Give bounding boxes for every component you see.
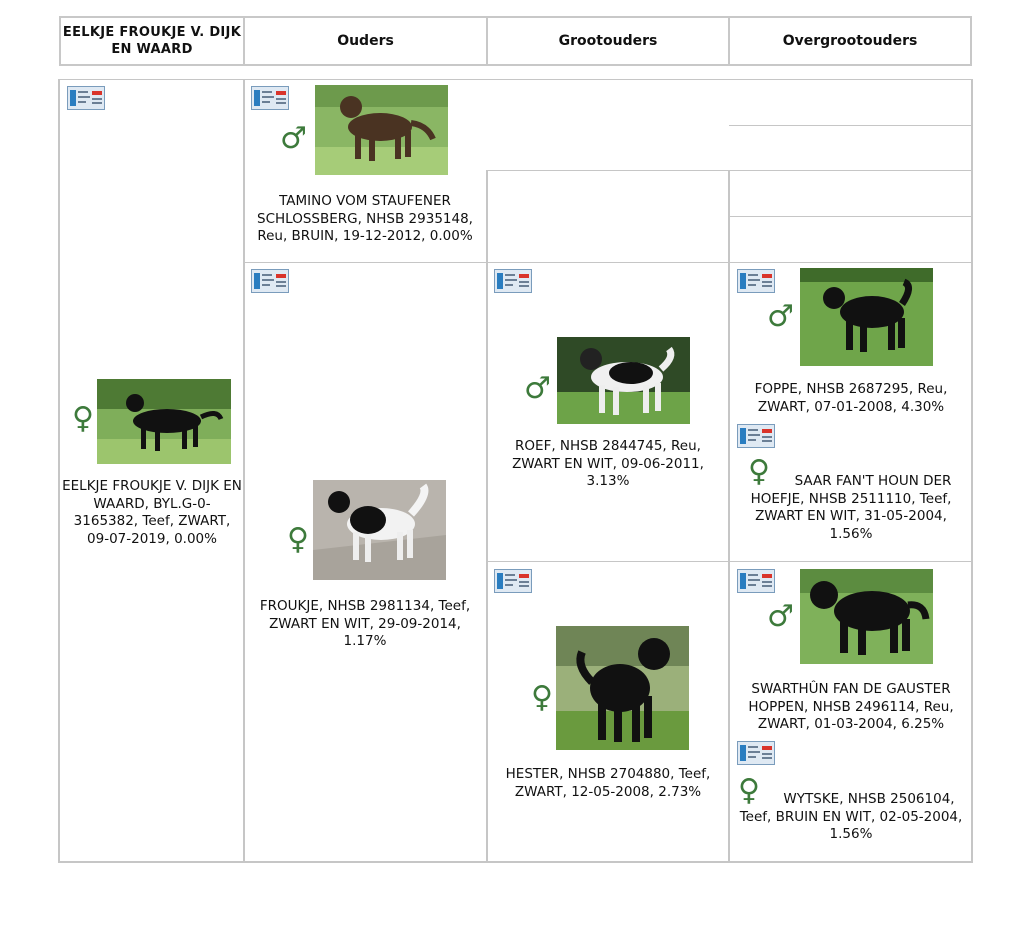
pedigree-card-icon[interactable] [67, 86, 105, 110]
grid-line [486, 170, 973, 171]
dog-info-foppe[interactable]: FOPPE, NHSB 2687295, Reu, ZWART, 07-01-2008, 4.30% [754, 381, 948, 415]
pedigree-card-icon[interactable] [737, 569, 775, 593]
grid-line [728, 170, 730, 863]
header-greatgrandparents [728, 16, 972, 66]
dog-info-swarthun[interactable]: SWARTHÛN FAN DE GAUSTER HOPPEN, NHSB 2496114, Reu, ZWART, 01-03-2004, 6.25% [748, 681, 954, 732]
pedigree-card-icon[interactable] [494, 269, 532, 293]
pedigree-card-icon[interactable] [737, 269, 775, 293]
grid-line [729, 125, 972, 126]
grid-line [243, 79, 245, 863]
female-symbol-icon: ♀ [531, 680, 553, 715]
male-symbol-icon: ♂ [524, 371, 551, 406]
male-symbol-icon: ♂ [767, 599, 794, 634]
female-symbol-icon: ♀ [287, 522, 309, 557]
male-symbol-icon: ♂ [280, 121, 307, 156]
grid-line [243, 262, 973, 263]
grid-line [58, 79, 973, 80]
dog-photo[interactable] [557, 337, 690, 424]
male-symbol-icon: ♂ [767, 299, 794, 334]
pedigree-card-icon[interactable] [737, 424, 775, 448]
header-subject-label: EELKJE FROUKJE V. DIJK EN WAARD [62, 25, 242, 57]
dog-photo[interactable] [315, 85, 448, 175]
dog-info-father[interactable]: TAMINO VOM STAUFENER SCHLOSSBERG, NHSB 2935148, Reu, BRUIN, 19-12-2012, 0.00% [257, 193, 473, 244]
grid-line [486, 561, 973, 562]
female-symbol-icon: ♀ [748, 454, 770, 489]
grid-line [971, 79, 973, 863]
grid-line [58, 79, 60, 863]
female-symbol-icon: ♀ [738, 773, 760, 808]
dog-info-wytske[interactable]: WYTSKE, NHSB 2506104, Teef, BRUIN EN WIT, 02-05-2004, 1.56% [739, 791, 963, 842]
grid-line [729, 216, 972, 217]
grid-line [486, 170, 488, 863]
header-parents [243, 16, 488, 66]
header-grandparents-label: Grootouders [558, 33, 658, 49]
header-grandparents [486, 16, 730, 66]
dog-info-roef[interactable]: ROEF, NHSB 2844745, Reu, ZWART EN WIT, 09-06-2011, 3.13% [512, 438, 704, 489]
dog-info-hester[interactable]: HESTER, NHSB 2704880, Teef, ZWART, 12-05-2008, 2.73% [505, 766, 711, 800]
dog-info-saar[interactable]: SAAR FAN'T HOUN DER HOEFJE, NHSB 2511110, Teef, ZWART EN WIT, 31-05-2004, 1.56% [750, 473, 952, 542]
dog-photo[interactable] [313, 480, 446, 580]
dog-info-subject[interactable]: EELKJE FROUKJE V. DIJK EN WAARD, BYL.G-0-3165382, Teef, ZWART, 09-07-2019, 0.00% [62, 478, 242, 547]
pedigree-card-icon[interactable] [737, 741, 775, 765]
dog-photo[interactable] [97, 379, 231, 464]
dog-photo[interactable] [556, 626, 689, 750]
header-subject [59, 16, 245, 66]
dog-photo[interactable] [800, 268, 933, 366]
pedigree-card-icon[interactable] [251, 86, 289, 110]
grid-line [58, 861, 973, 863]
header-parents-label: Ouders [337, 33, 394, 49]
female-symbol-icon: ♀ [72, 401, 94, 436]
pedigree-card-icon[interactable] [251, 269, 289, 293]
pedigree-card-icon[interactable] [494, 569, 532, 593]
dog-photo[interactable] [800, 569, 933, 664]
header-greatgrandparents-label: Overgrootouders [782, 33, 918, 49]
dog-info-mother[interactable]: FROUKJE, NHSB 2981134, Teef, ZWART EN WIT, 29-09-2014, 1.17% [259, 598, 471, 649]
